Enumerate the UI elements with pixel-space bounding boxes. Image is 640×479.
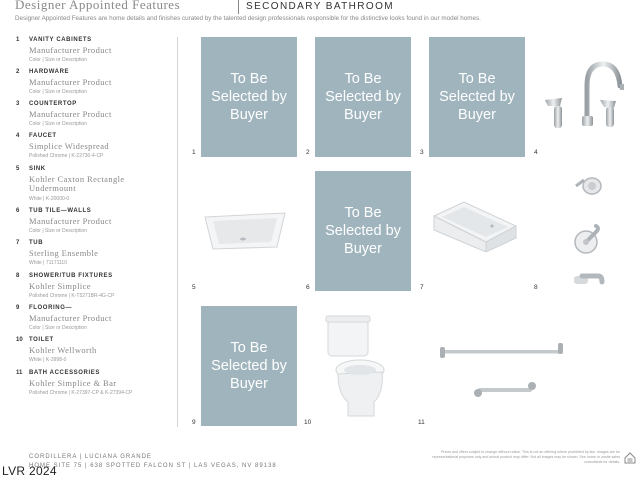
feature-product: Simplice Widespread (29, 141, 110, 151)
feature-number: 6 (16, 208, 20, 214)
feature-number: 8 (16, 273, 20, 279)
shower-fixtures-image (568, 172, 608, 292)
feature-product: Kohler Simplice (29, 281, 91, 291)
placeholder-tile-vanity-cabinets (201, 37, 297, 157)
feature-category: HARDWARE (29, 69, 70, 75)
page-subtitle: Designer Appointed Features are home details and finishes curated by the talented design professionals responsible for the distinctive looks found in our model homes. (15, 15, 481, 22)
feature-number: 5 (16, 166, 20, 172)
cell-number: 1 (192, 149, 196, 156)
cell-number: 10 (304, 419, 312, 426)
home-address: HOME SITE 75 | 638 SPOTTED FALCON ST | LAS VEGAS, NV 89138 (29, 463, 277, 469)
feature-product: Manufacturer Product (29, 313, 112, 323)
header-divider (238, 0, 239, 14)
feature-product: Manufacturer Product (29, 216, 112, 226)
placeholder-label: To Be Selected by Buyer (325, 205, 401, 257)
placeholder-label: To Be Selected by Buyer (211, 71, 287, 123)
cell-number: 4 (534, 149, 538, 156)
feature-number: 10 (16, 337, 23, 343)
feature-spec: Color | Size or Description (29, 325, 87, 331)
feature-product: Manufacturer Product (29, 109, 112, 119)
feature-spec: Color | Size or Description (29, 89, 87, 95)
feature-category: SHOWER/TUB FIXTURES (29, 273, 113, 279)
cell-number: 8 (534, 284, 538, 291)
feature-product: Sterling Ensemble (29, 248, 99, 258)
equal-housing-icon (624, 452, 636, 464)
feature-spec: Color | Size or Description (29, 57, 87, 63)
footer-address-block (29, 453, 277, 471)
feature-category: TUB TILE—WALLS (29, 208, 92, 214)
sidebar-divider (177, 37, 178, 427)
disclaimer-text: Prices and offers subject to change without notice. This is not an offering where prohibited by law. Images are for representational purposes only and actual product may differ. Not all images may be shown. See home or onsite sales consultants for details. (432, 450, 620, 464)
feature-product: Manufacturer Product (29, 77, 112, 87)
feature-number: 4 (16, 133, 20, 139)
cell-number: 3 (420, 149, 424, 156)
feature-product: Kohler Caxton Rectangle Undermount (29, 174, 125, 193)
cell-number: 6 (306, 284, 310, 291)
feature-spec: White | K-3998-0 (29, 357, 67, 363)
feature-spec: Color | Size or Description (29, 121, 87, 127)
feature-product: Manufacturer Product (29, 45, 112, 55)
cell-number: 11 (418, 419, 425, 426)
community-name: CORDILLERA | LUCIANA GRANDE (29, 454, 152, 460)
cell-number: 5 (192, 284, 196, 291)
bath-accessories-image (436, 338, 568, 404)
feature-category: TOILET (29, 337, 54, 343)
feature-spec: Polished Chrome | K-T5271BR-4G-CP (29, 293, 115, 299)
feature-number: 3 (16, 101, 20, 107)
cell-number: 7 (420, 284, 424, 291)
section-title: SECONDARY BATHROOM (246, 1, 394, 12)
feature-category: SINK (29, 166, 46, 172)
feature-spec: White | 71171110 (29, 260, 67, 266)
placeholder-tile-tub-tile-walls (315, 171, 411, 291)
page-title: Designer Appointed Features (15, 0, 181, 12)
cell-number: 9 (192, 419, 196, 426)
placeholder-label: To Be Selected by Buyer (325, 71, 401, 123)
feature-category: BATH ACCESSORIES (29, 370, 100, 376)
placeholder-label: To Be Selected by Buyer (439, 71, 515, 123)
feature-spec: Polished Chrome | K-22730-4-CP (29, 153, 104, 159)
feature-spec: Color | Size or Description (29, 228, 87, 234)
placeholder-tile-countertop (429, 37, 525, 157)
feature-category: FAUCET (29, 133, 57, 139)
feature-product: Kohler Simplice & Bar (29, 378, 117, 388)
placeholder-tile-flooring (201, 306, 297, 426)
placeholder-tile-hardware (315, 37, 411, 157)
placeholder-label: To Be Selected by Buyer (211, 340, 287, 392)
faucet-image (540, 56, 635, 136)
toilet-image (322, 314, 388, 420)
feature-category: FLOORING— (29, 305, 73, 311)
feature-category: VANITY CABINETS (29, 37, 92, 43)
feature-product: Kohler Wellworth (29, 345, 97, 355)
sink-image (199, 209, 291, 253)
feature-spec: Polished Chrome | K-27397-CP & K-27394-CP (29, 390, 133, 396)
tub-image (430, 196, 520, 252)
cell-number: 2 (306, 149, 310, 156)
feature-spec: White | K-20000-0 (29, 196, 70, 202)
feature-number: 1 (16, 37, 20, 43)
feature-category: TUB (29, 240, 44, 246)
feature-number: 9 (16, 305, 20, 311)
feature-number: 2 (16, 69, 20, 75)
feature-category: COUNTERTOP (29, 101, 77, 107)
watermark: LVR 2024 (2, 464, 57, 478)
feature-number: 11 (16, 370, 23, 376)
feature-number: 7 (16, 240, 20, 246)
